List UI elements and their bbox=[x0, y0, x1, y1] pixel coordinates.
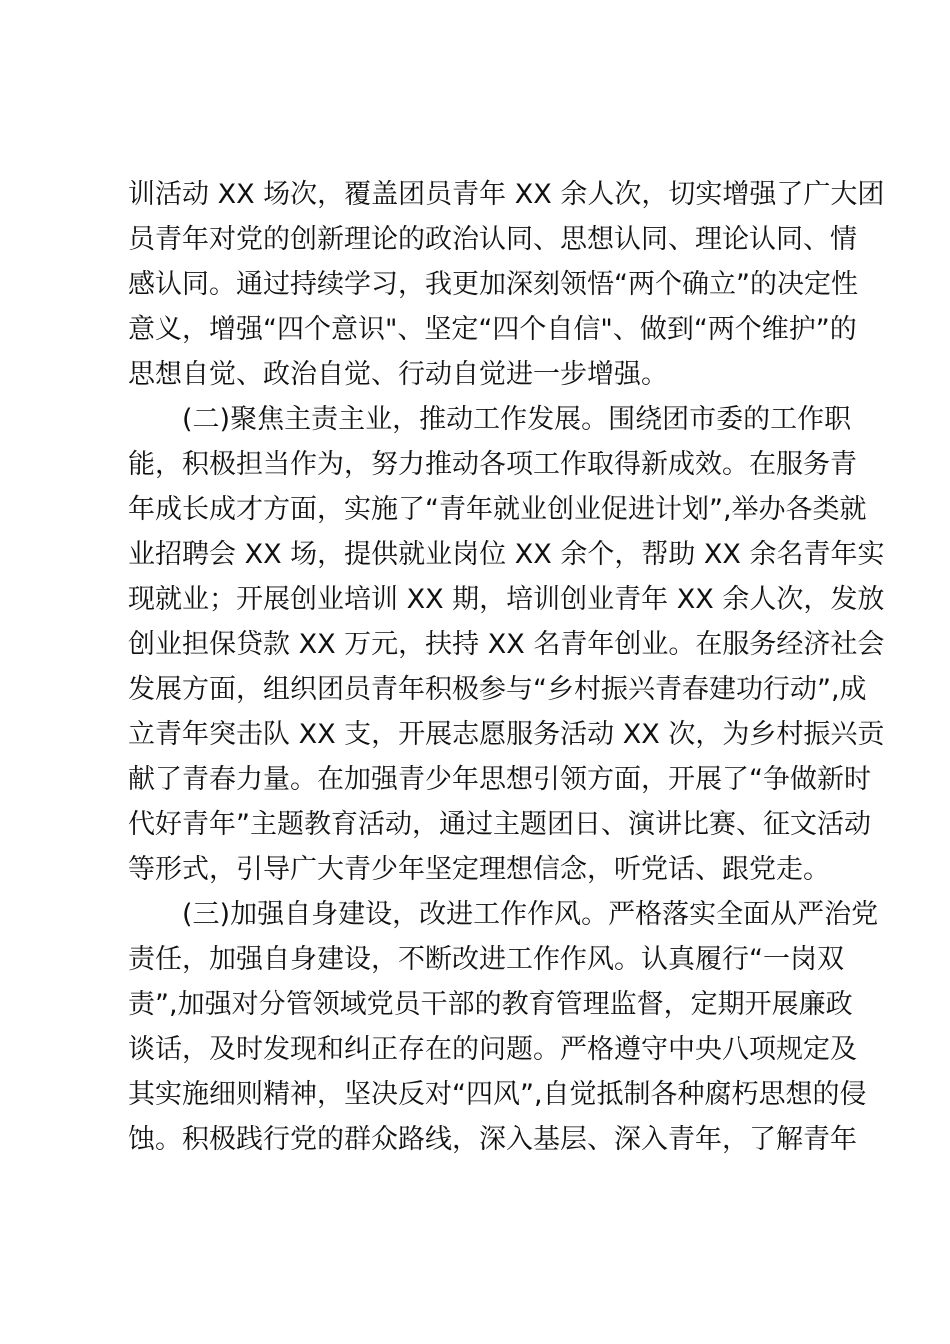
text-line: 员青年对党的创新理论的政治认同、思想认同、理论认同、情 bbox=[128, 224, 857, 255]
text-line: 等形式，引导广大青少年坚定理想信念，听党话、跟党走。 bbox=[128, 854, 830, 885]
text-line: 发展方面，组织团员青年积极参与“乡村振兴青春建功行动”,成 bbox=[128, 674, 867, 705]
text-line: 责”,加强对分管领域党员干部的教育管理监督，定期开展廉政 bbox=[128, 989, 853, 1020]
text-line: 代好青年”主题教育活动，通过主题团日、演讲比赛、征文活动 bbox=[128, 809, 871, 840]
section-2-heading-line: (二)聚焦主责主业，推动工作发展。围绕团市委的工作职 bbox=[128, 404, 852, 435]
text-line: 训活动 XX 场次，覆盖团员青年 XX 余人次，切实增强了广大团 bbox=[128, 179, 885, 210]
text-line: 谈话，及时发现和纠正存在的问题。严格遵守中央八项规定及 bbox=[128, 1034, 857, 1065]
text-line: 业招聘会 XX 场，提供就业岗位 XX 余个，帮助 XX 余名青年实 bbox=[128, 539, 885, 570]
text-line: 其实施细则精神，坚决反对“四风”,自觉抵制各种腐朽思想的侵 bbox=[128, 1079, 867, 1110]
text-line: 年成长成才方面，实施了“青年就业创业促进计划”,举办各类就 bbox=[128, 494, 867, 525]
text-line: 能，积极担当作为，努力推动各项工作取得新成效。在服务青 bbox=[128, 449, 857, 480]
text-line: 责任，加强自身建设，不断改进工作作风。认真履行“一岗双 bbox=[128, 944, 844, 975]
section-3-heading-line: (三)加强自身建设，改进工作作风。严格落实全面从严治党 bbox=[128, 899, 879, 930]
text-line: 感认同。通过持续学习，我更加深刻领悟“两个确立”的决定性 bbox=[128, 269, 858, 300]
text-line: 现就业；开展创业培训 XX 期，培训创业青年 XX 余人次，发放 bbox=[128, 584, 885, 615]
text-line: 立青年突击队 XX 支，开展志愿服务活动 XX 次，为乡村振兴贡 bbox=[128, 719, 885, 750]
text-line: 思想自觉、政治自觉、行动自觉进一步增强。 bbox=[128, 359, 668, 390]
text-line: 意义，增强“四个意识"、坚定“四个自信"、做到“两个维护”的 bbox=[128, 314, 857, 345]
text-line: 蚀。积极践行党的群众路线，深入基层、深入青年，了解青年 bbox=[128, 1124, 857, 1155]
text-line: 献了青春力量。在加强青少年思想引领方面，开展了“争做新时 bbox=[128, 764, 871, 795]
body-text bbox=[128, 172, 885, 1162]
text-line: 创业担保贷款 XX 万元，扶持 XX 名青年创业。在服务经济社会 bbox=[128, 629, 885, 660]
